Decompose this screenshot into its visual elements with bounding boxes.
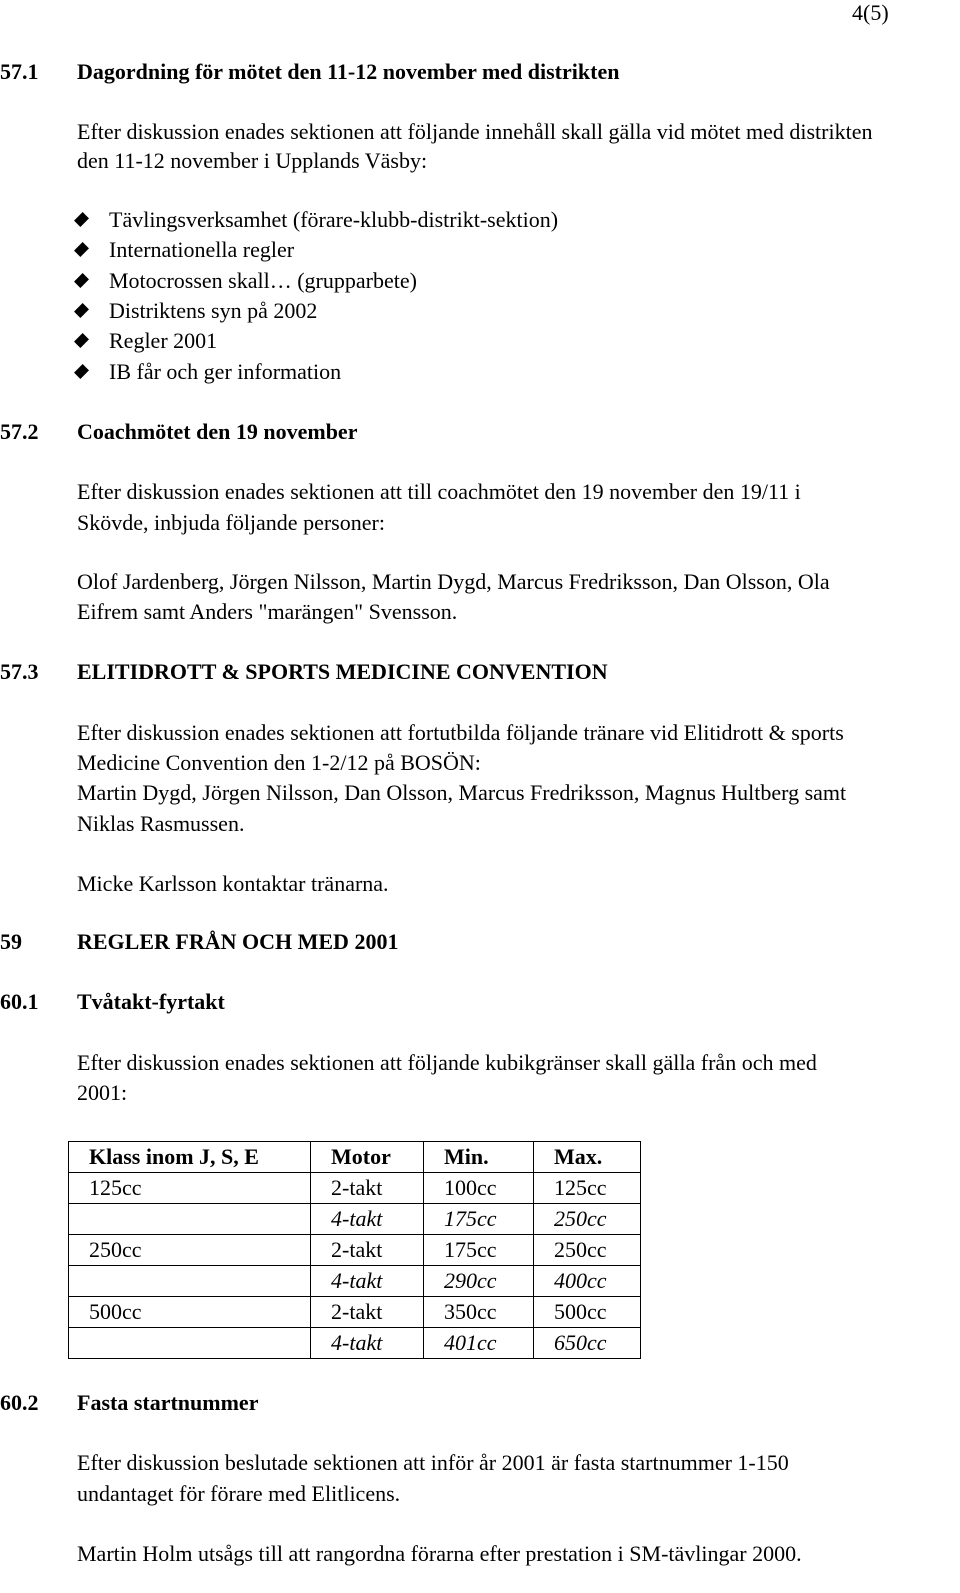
column-header-motor: Motor bbox=[311, 1142, 424, 1173]
paragraph-57-2b-line-2: Eifrem samt Anders "marängen" Svensson. bbox=[77, 599, 458, 624]
table-cell: 290cc bbox=[424, 1266, 534, 1297]
table-cell: 175cc bbox=[424, 1204, 534, 1235]
table-cell: 250cc bbox=[534, 1204, 641, 1235]
table-cell: 2-takt bbox=[311, 1297, 424, 1328]
table-row bbox=[69, 1204, 641, 1235]
paragraph-60-2-line-1: Efter diskussion beslutade sektionen att inför år 2001 är fasta startnummer 1-150 bbox=[77, 1450, 789, 1475]
table-cell: 175cc bbox=[424, 1235, 534, 1266]
list-item-label: Tävlingsverksamhet (förare-klubb-distrikt-sektion) bbox=[109, 207, 559, 232]
list-item-label: Regler 2001 bbox=[109, 328, 218, 353]
table-cell: 250cc bbox=[69, 1235, 311, 1266]
table-cell: 500cc bbox=[69, 1297, 311, 1328]
table-row bbox=[69, 1235, 641, 1266]
section-title-60-2: Fasta startnummer bbox=[77, 1390, 259, 1415]
column-header-class: Klass inom J, S, E bbox=[69, 1142, 311, 1173]
table-cell bbox=[69, 1266, 311, 1297]
table-cell: 650cc bbox=[534, 1328, 641, 1359]
table-row bbox=[69, 1266, 641, 1297]
table-row bbox=[69, 1297, 641, 1328]
table-cell bbox=[69, 1204, 311, 1235]
table-cell: 100cc bbox=[424, 1173, 534, 1204]
list-item-label: Internationella regler bbox=[109, 237, 295, 262]
paragraph-60-2-line-2: undantaget för förare med Elitlicens. bbox=[77, 1481, 401, 1506]
section-title-57-2: Coachmötet den 19 november bbox=[77, 419, 358, 444]
table-cell: 4-takt bbox=[311, 1204, 424, 1235]
paragraph-57-2-line-2: Skövde, inbjuda följande personer: bbox=[77, 510, 385, 535]
table-cell: 125cc bbox=[69, 1173, 311, 1204]
diamond-bullet-icon bbox=[74, 364, 89, 379]
paragraph-57-1-line-2: den 11-12 november i Upplands Väsby: bbox=[77, 148, 428, 173]
page-number: 4(5) bbox=[852, 0, 889, 25]
diamond-bullet-icon bbox=[74, 212, 89, 227]
section-title-59: REGLER FRÅN OCH MED 2001 bbox=[77, 929, 399, 954]
table-cell: 125cc bbox=[534, 1173, 641, 1204]
column-header-min: Min. bbox=[424, 1142, 534, 1173]
paragraph-57-1-line-1: Efter diskussion enades sektionen att följande innehåll skall gälla vid mötet med distrikten bbox=[77, 119, 873, 144]
paragraph-57-2-line-1: Efter diskussion enades sektionen att till coachmötet den 19 november den 19/11 i bbox=[77, 479, 801, 504]
table-cell: 4-takt bbox=[311, 1266, 424, 1297]
section-title-57-1: Dagordning för mötet den 11-12 november med distrikten bbox=[77, 59, 620, 84]
table-row bbox=[69, 1328, 641, 1359]
paragraph-60-2b: Martin Holm utsågs till att rangordna förarna efter prestation i SM-tävlingar 2000. bbox=[77, 1541, 802, 1566]
table-cell: 350cc bbox=[424, 1297, 534, 1328]
section-number-57-1: 57.1 bbox=[0, 59, 39, 84]
table-cell: 2-takt bbox=[311, 1173, 424, 1204]
diamond-bullet-icon bbox=[74, 303, 89, 318]
list-item-label: Distriktens syn på 2002 bbox=[109, 298, 318, 323]
section-title-60-1: Tvåtakt-fyrtakt bbox=[77, 989, 225, 1014]
paragraph-57-3-line-3: Martin Dygd, Jörgen Nilsson, Dan Olsson, Marcus Fredriksson, Magnus Hultberg samt bbox=[77, 780, 847, 805]
paragraph-60-1-line-1: Efter diskussion enades sektionen att följande kubikgränser skall gälla från och med bbox=[77, 1050, 817, 1075]
column-header-max: Max. bbox=[534, 1142, 641, 1173]
section-number-60-2: 60.2 bbox=[0, 1390, 39, 1415]
section-number-57-3: 57.3 bbox=[0, 659, 39, 684]
paragraph-57-2b-line-1: Olof Jardenberg, Jörgen Nilsson, Martin Dygd, Marcus Fredriksson, Dan Olsson, Ola bbox=[77, 569, 830, 594]
diamond-bullet-icon bbox=[74, 273, 89, 288]
diamond-bullet-icon bbox=[74, 333, 89, 348]
table-header-row bbox=[69, 1142, 641, 1173]
section-number-60-1: 60.1 bbox=[0, 989, 39, 1014]
table-cell: 401cc bbox=[424, 1328, 534, 1359]
table-cell: 250cc bbox=[534, 1235, 641, 1266]
table-cell: 2-takt bbox=[311, 1235, 424, 1266]
table-cell: 500cc bbox=[534, 1297, 641, 1328]
section-number-59: 59 bbox=[0, 929, 22, 954]
paragraph-57-3b: Micke Karlsson kontaktar tränarna. bbox=[77, 871, 389, 896]
cubic-limits-table bbox=[68, 1141, 641, 1359]
section-title-57-3: ELITIDROTT & SPORTS MEDICINE CONVENTION bbox=[77, 659, 608, 684]
diamond-bullet-icon bbox=[74, 242, 89, 257]
list-item-label: IB får och ger information bbox=[109, 359, 342, 384]
table-row bbox=[69, 1173, 641, 1204]
list-item-label: Motocrossen skall… (grupparbete) bbox=[109, 268, 417, 293]
table-cell: 4-takt bbox=[311, 1328, 424, 1359]
paragraph-57-3-line-2: Medicine Convention den 1-2/12 på BOSÖN: bbox=[77, 750, 481, 775]
section-number-57-2: 57.2 bbox=[0, 419, 39, 444]
paragraph-57-3-line-1: Efter diskussion enades sektionen att fortutbilda följande tränare vid Elitidrott & sports bbox=[77, 720, 844, 745]
table-cell: 400cc bbox=[534, 1266, 641, 1297]
paragraph-60-1-line-2: 2001: bbox=[77, 1080, 128, 1105]
paragraph-57-3-line-4: Niklas Rasmussen. bbox=[77, 811, 245, 836]
table-cell bbox=[69, 1328, 311, 1359]
